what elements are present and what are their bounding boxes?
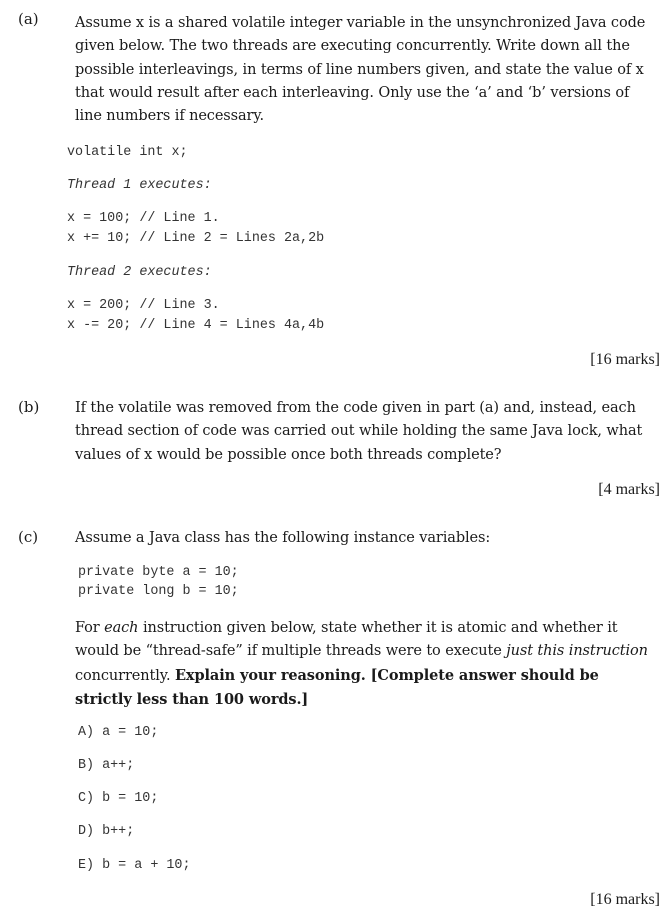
part-a-label: (a) [18, 10, 39, 28]
thread1-heading: Thread 1 executes: [67, 178, 212, 193]
instruction-emphasis-each: each [104, 620, 139, 636]
part-a-marks: [16 marks] [590, 351, 660, 368]
instruction-emphasis-just-this: just this instruction [506, 643, 648, 660]
part-b-question: If the volatile was removed from the code given in part (a) and, instead, each thread section of code was carried out while holding the same Java lock, what values of x would be possible once both threads complete? [75, 400, 643, 463]
thread1-line-2: x += 10; // Line 2 = Lines 2a,2b [67, 231, 325, 246]
option-d: D) b++; [78, 824, 135, 839]
instruction-text-1: For [75, 620, 105, 636]
instruction-bold-reasoning: Explain your reasoning. [Complete answer should be strictly less than 100 words.] [75, 666, 599, 708]
option-e: E) b = a + 10; [78, 858, 191, 873]
part-c-instruction [75, 617, 660, 712]
instruction-text-3: concurrently. [75, 667, 175, 684]
part-c-label: (c) [18, 528, 39, 546]
thread2-line-2: x -= 20; // Line 4 = Lines 4a,4b [67, 318, 325, 333]
instance-var-a: private byte a = 10; [78, 565, 239, 580]
option-c: C) b = 10; [78, 791, 159, 806]
part-b-label: (b) [18, 398, 40, 416]
part-c-intro: Assume a Java class has the following instance variables: [75, 530, 491, 546]
instance-var-b: private long b = 10; [78, 584, 239, 599]
part-a-question: Assume x is a shared volatile integer variable in the unsynchronized Java code given below. The two threads are executing concurrently. Write down all the possible interleavings, in terms of line numbers given, and state the value of x that would result after each interleaving. Only use the ‘a’ and ‘b’ versions of line numbers if necessary. [75, 15, 646, 125]
thread2-line-1: x = 200; // Line 3. [67, 298, 220, 313]
instruction-text-2: instruction given below, state whether it is atomic and whether it would be “thread-safe” if multiple threads were to execute [75, 620, 618, 660]
option-a: A) a = 10; [78, 725, 159, 740]
part-b-marks: [4 marks] [598, 481, 660, 498]
part-c-marks: [16 marks] [590, 891, 660, 908]
option-b: B) a++; [78, 758, 135, 773]
code-declaration: volatile int x; [67, 145, 188, 160]
thread2-heading: Thread 2 executes: [67, 265, 212, 280]
thread1-line-1: x = 100; // Line 1. [67, 211, 220, 226]
